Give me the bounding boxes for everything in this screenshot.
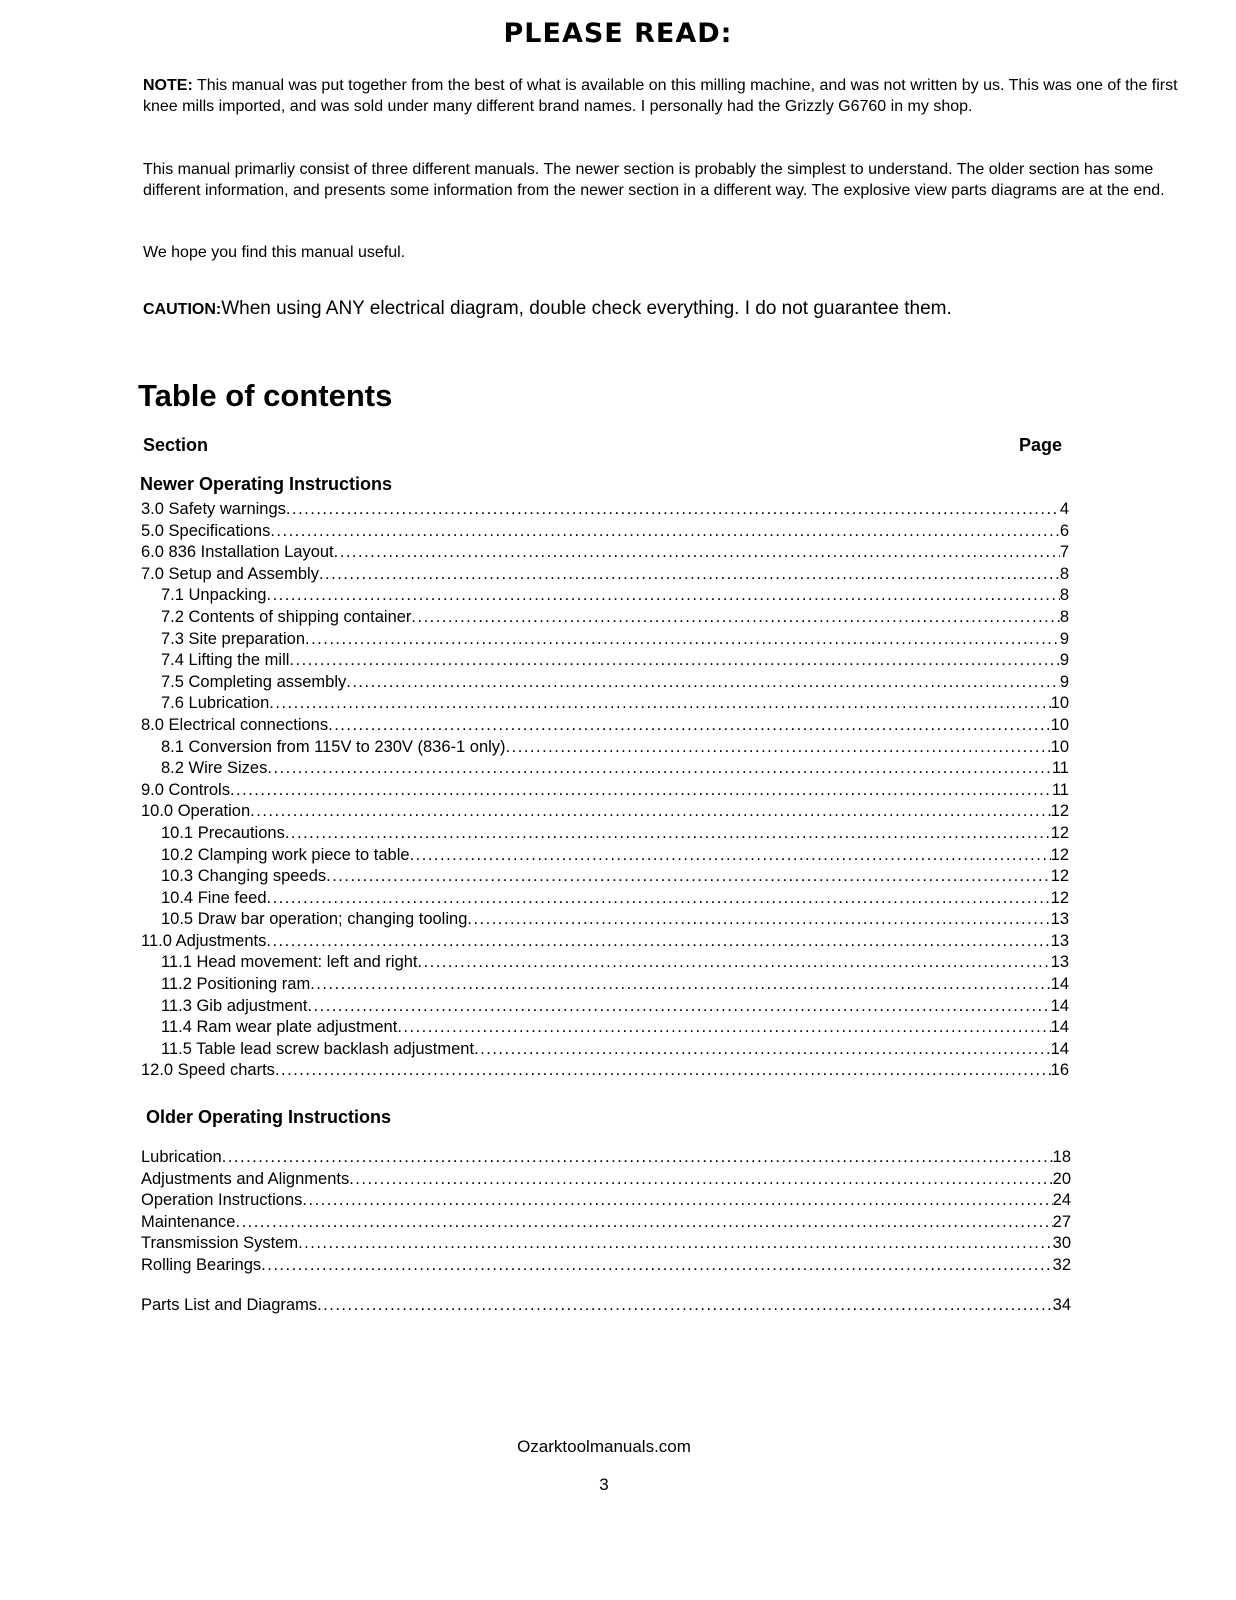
toc-entry-label: Lubrication — [141, 1148, 222, 1166]
toc-entry — [141, 499, 1069, 521]
toc-leader-dots — [285, 823, 1051, 845]
toc-entry-label: 12.0 Speed charts — [141, 1061, 275, 1080]
toc-entry-page: 6 — [1059, 521, 1069, 540]
caution-text: When using ANY electrical diagram, double check everything. I do not guarantee them. — [221, 298, 952, 319]
toc-entry-label: Maintenance — [141, 1212, 236, 1231]
toc-entry-page: 8 — [1059, 564, 1069, 583]
footer-site: Ozarktoolmanuals.com — [517, 1437, 691, 1456]
toc-entry — [141, 801, 1069, 823]
note-paragraph — [143, 75, 1183, 117]
toc-leader-dots — [222, 1147, 1053, 1169]
toc-leader-dots — [289, 650, 1059, 672]
toc-entry-page: 24 — [1052, 1191, 1071, 1210]
toc-leader-dots — [302, 1190, 1052, 1212]
toc-leader-dots — [326, 866, 1051, 888]
toc-leader-dots — [334, 542, 1060, 564]
toc-entry-label: 10.4 Fine feed — [161, 888, 267, 907]
page-title: PLEASE READ: — [503, 18, 733, 49]
toc-entry-page: 14 — [1050, 1018, 1069, 1037]
toc-entry-page: 12 — [1050, 845, 1069, 864]
toc-entry-page: 13 — [1050, 953, 1069, 972]
toc-leader-dots — [410, 845, 1051, 867]
toc-entry-page: 7 — [1059, 543, 1069, 562]
toc-entry-page: 10 — [1050, 694, 1069, 713]
toc-entry — [141, 823, 1069, 845]
toc-entry-label: 11.2 Positioning ram — [161, 975, 311, 994]
toc-entry-page: 9 — [1059, 629, 1069, 648]
toc-entry-page: 11 — [1051, 780, 1069, 799]
toc-leader-dots — [250, 801, 1050, 823]
toc-leader-dots — [506, 737, 1051, 759]
toc-leader-dots — [269, 693, 1050, 715]
toc-entry — [141, 1212, 1071, 1234]
toc-entry-label: 5.0 Specifications — [141, 521, 271, 540]
toc-entry — [141, 737, 1069, 759]
toc-entry — [141, 1039, 1069, 1061]
toc-leader-dots — [267, 758, 1051, 780]
toc-leader-dots — [305, 629, 1060, 651]
toc-entry-page: 18 — [1052, 1148, 1071, 1166]
toc-entry — [141, 521, 1069, 543]
toc-entry-page: 14 — [1050, 1039, 1069, 1058]
toc-entry — [141, 780, 1069, 802]
toc-entry — [141, 542, 1069, 564]
toc-entry — [141, 1147, 1071, 1169]
toc-entry-label: Parts List and Diagrams — [141, 1296, 318, 1314]
toc-leader-dots — [418, 952, 1051, 974]
toc-title: Table of contents — [138, 378, 393, 413]
toc-entry-page: 4 — [1059, 500, 1069, 518]
toc-entry — [141, 758, 1069, 780]
sections-paragraph: This manual primarliy consist of three different manuals. The newer section is probably the simplest to understand. The older section has some different information, and presents some information from the newer section in a different way. The explosive view parts diagrams are at the end. — [143, 161, 1165, 199]
toc-leader-dots — [286, 499, 1060, 521]
toc-leader-dots — [267, 585, 1060, 607]
caution-label: CAUTION: — [143, 301, 222, 318]
toc-entry — [141, 1295, 1071, 1317]
toc-entry — [141, 888, 1069, 910]
toc-entry-page: 9 — [1059, 672, 1069, 691]
toc-entry — [141, 1017, 1069, 1039]
toc-entry-label: 11.4 Ram wear plate adjustment — [161, 1018, 398, 1037]
toc-entry — [141, 1255, 1071, 1277]
toc-entry-page: 12 — [1050, 867, 1069, 886]
toc-leader-dots — [230, 780, 1052, 802]
toc-entry-page: 11 — [1051, 759, 1069, 778]
toc-leader-dots — [266, 931, 1050, 953]
toc-leader-dots — [270, 521, 1059, 543]
toc-entry-page: 13 — [1050, 931, 1069, 950]
toc-leader-dots — [298, 1233, 1053, 1255]
toc-entry-label: 3.0 Safety warnings — [141, 500, 286, 518]
toc-entry — [141, 845, 1069, 867]
toc-entry-page: 8 — [1059, 586, 1069, 605]
toc-entry-label: 8.0 Electrical connections — [141, 715, 329, 734]
toc-entry — [141, 693, 1069, 715]
toc-section-header: Section — [143, 435, 209, 455]
toc-leader-dots — [307, 996, 1050, 1018]
toc-page-header: Page — [1019, 435, 1063, 455]
toc-entry-label: 11.1 Head movement: left and right — [161, 953, 418, 972]
toc-entry-page: 14 — [1050, 975, 1069, 994]
toc-entry-label: Transmission System — [141, 1234, 299, 1253]
toc-entry-label: 8.1 Conversion from 115V to 230V (836-1 only) — [161, 737, 506, 756]
toc-entry-page: 8 — [1059, 607, 1069, 626]
toc-entry-page: 12 — [1050, 888, 1069, 907]
toc-entry — [141, 952, 1069, 974]
note-text: This manual was put together from the best of what is available on this milling machine, and was not written by us. This was one of the first knee mills imported, and was sold under many different brand names. I personally had the Grizzly G6760 in my shop. — [143, 77, 1178, 115]
toc-entry-page: 10 — [1050, 737, 1069, 756]
toc-leader-dots — [267, 888, 1051, 910]
toc-entry-label: 10.2 Clamping work piece to table — [161, 845, 410, 864]
note-label: NOTE: — [143, 77, 193, 94]
toc-entry — [141, 1060, 1069, 1082]
toc-leader-dots — [467, 909, 1050, 931]
toc-entry-label: 7.0 Setup and Assembly — [141, 564, 319, 583]
toc-newer-list — [141, 499, 1069, 1082]
toc-entry-label: 7.2 Contents of shipping container — [161, 607, 412, 626]
toc-entry-label: Adjustments and Alignments — [141, 1169, 350, 1188]
toc-entry-label: 10.0 Operation — [141, 802, 251, 821]
toc-entry — [141, 564, 1069, 586]
toc-leader-dots — [328, 715, 1051, 737]
toc-entry-label: 7.6 Lubrication — [161, 694, 270, 713]
toc-leader-dots — [474, 1039, 1051, 1061]
toc-entry-label: 11.5 Table lead screw backlash adjustment — [161, 1039, 475, 1058]
toc-entry-label: 7.1 Unpacking — [161, 586, 267, 605]
toc-entry — [141, 996, 1069, 1018]
toc-entry-page: 10 — [1050, 715, 1069, 734]
toc-entry-label: 10.3 Changing speeds — [161, 867, 327, 886]
toc-entry-label: 6.0 836 Installation Layout — [141, 543, 334, 562]
toc-entry-label: 7.5 Completing assembly — [161, 672, 347, 691]
toc-entry-label: 8.2 Wire Sizes — [161, 759, 268, 778]
toc-parts-list — [141, 1295, 1071, 1317]
page-number: 3 — [599, 1475, 609, 1494]
toc-entry-page: 9 — [1059, 651, 1069, 670]
toc-entry-page: 12 — [1050, 802, 1069, 821]
toc-entry-page: 32 — [1052, 1255, 1071, 1274]
toc-entry — [141, 629, 1069, 651]
hope-paragraph: We hope you find this manual useful. — [143, 244, 406, 261]
toc-entry-label: 10.1 Precautions — [161, 823, 285, 842]
toc-entry-page: 12 — [1050, 823, 1069, 842]
toc-leader-dots — [310, 974, 1050, 996]
toc-entry — [141, 650, 1069, 672]
toc-entry — [141, 585, 1069, 607]
toc-leader-dots — [349, 1169, 1052, 1191]
toc-entry-label: 11.3 Gib adjustment — [161, 996, 308, 1015]
toc-entry — [141, 672, 1069, 694]
toc-newer-heading: Newer Operating Instructions — [140, 474, 393, 494]
toc-entry-page: 27 — [1052, 1212, 1071, 1231]
toc-leader-dots — [411, 607, 1059, 629]
toc-entry — [141, 909, 1069, 931]
toc-leader-dots — [235, 1212, 1052, 1234]
toc-leader-dots — [346, 672, 1060, 694]
toc-entry — [141, 974, 1069, 996]
toc-entry-label: Operation Instructions — [141, 1191, 303, 1210]
toc-entry — [141, 1233, 1071, 1255]
toc-entry — [141, 866, 1069, 888]
toc-leader-dots — [397, 1017, 1050, 1039]
toc-entry-page: 16 — [1050, 1061, 1069, 1080]
toc-leader-dots — [317, 1295, 1053, 1317]
toc-entry — [141, 607, 1069, 629]
toc-entry-page: 20 — [1052, 1169, 1071, 1188]
toc-entry — [141, 715, 1069, 737]
toc-entry-label: 11.0 Adjustments — [141, 931, 267, 950]
toc-entry-label: 9.0 Controls — [141, 780, 230, 799]
toc-entry-label: 7.4 Lifting the mill — [161, 651, 290, 670]
caution-paragraph — [143, 298, 1183, 320]
toc-entry-label: 10.5 Draw bar operation; changing tooling — [161, 910, 468, 929]
toc-entry-page: 34 — [1052, 1296, 1071, 1314]
toc-older-list — [141, 1147, 1071, 1277]
toc-leader-dots — [261, 1255, 1052, 1277]
toc-entry — [141, 1190, 1071, 1212]
toc-older-heading: Older Operating Instructions — [146, 1107, 392, 1127]
toc-entry-page: 30 — [1052, 1234, 1071, 1253]
toc-entry-page: 13 — [1050, 910, 1069, 929]
toc-entry-label: 7.3 Site preparation — [161, 629, 306, 648]
toc-entry — [141, 1169, 1071, 1191]
toc-leader-dots — [319, 564, 1060, 586]
toc-entry-label: Rolling Bearings — [141, 1255, 262, 1274]
toc-entry-page: 14 — [1050, 996, 1069, 1015]
toc-leader-dots — [275, 1060, 1051, 1082]
toc-entry — [141, 931, 1069, 953]
